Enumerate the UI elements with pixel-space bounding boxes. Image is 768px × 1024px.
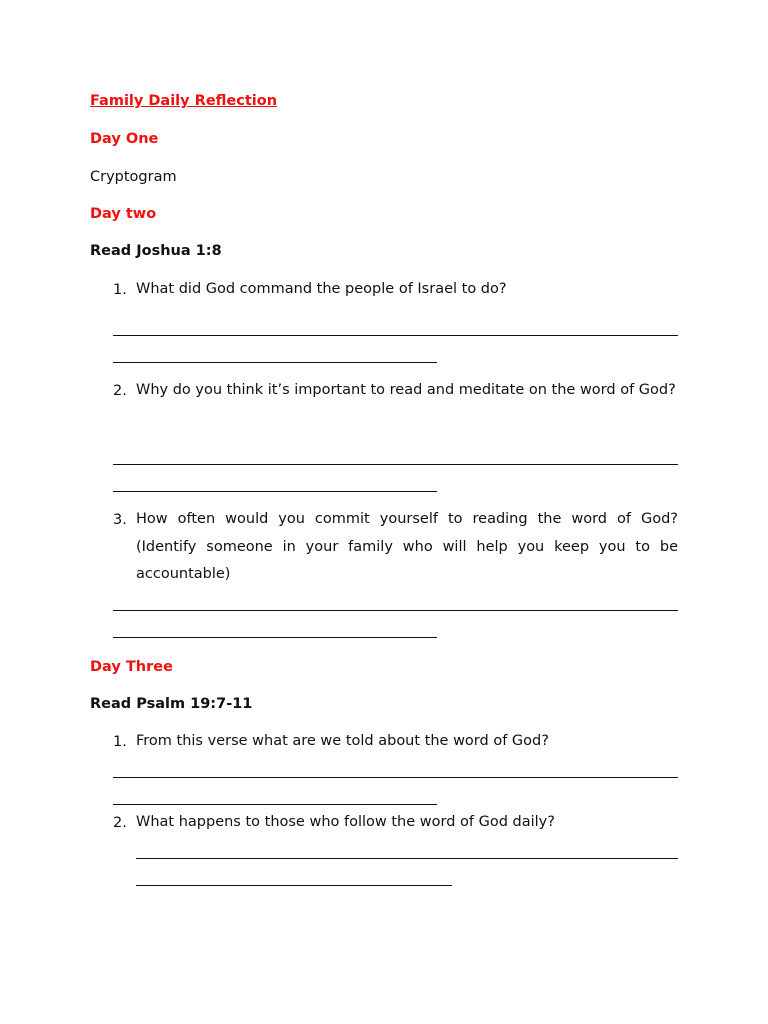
answer-line (113, 777, 678, 778)
document-title: Family Daily Reflection (90, 93, 278, 109)
day-three-heading: Day Three (90, 659, 173, 675)
question-text: What did God command the people of Israel to do? (136, 281, 507, 297)
question-number: 1. (113, 734, 127, 750)
question-text: Why do you think it’s important to read and meditate on the word of God? (136, 382, 676, 398)
answer-line (113, 804, 437, 805)
question-text: How often would you commit yourself to reading the word of God? (Identify someone in your family who will help you keep you to be accountable) (136, 511, 678, 582)
answer-line (113, 335, 678, 336)
answer-line (136, 885, 452, 886)
day-one-heading: Day One (90, 131, 159, 147)
question-number: 1. (113, 282, 127, 298)
answer-line (113, 637, 437, 638)
day-one-text: Cryptogram (90, 169, 177, 185)
question-number: 2. (113, 383, 127, 399)
question-number: 2. (113, 815, 127, 831)
day-two-reading: Read Joshua 1:8 (90, 243, 222, 259)
answer-line (113, 491, 437, 492)
question-text: From this verse what are we told about the word of God? (136, 733, 549, 749)
question-text: What happens to those who follow the word of God daily? (136, 814, 555, 830)
answer-line (113, 464, 678, 465)
answer-line (136, 858, 678, 859)
day-two-heading: Day two (90, 206, 157, 222)
day-three-reading: Read Psalm 19:7-11 (90, 696, 253, 712)
answer-line (113, 362, 437, 363)
question-number: 3. (113, 512, 127, 528)
answer-line (113, 610, 678, 611)
